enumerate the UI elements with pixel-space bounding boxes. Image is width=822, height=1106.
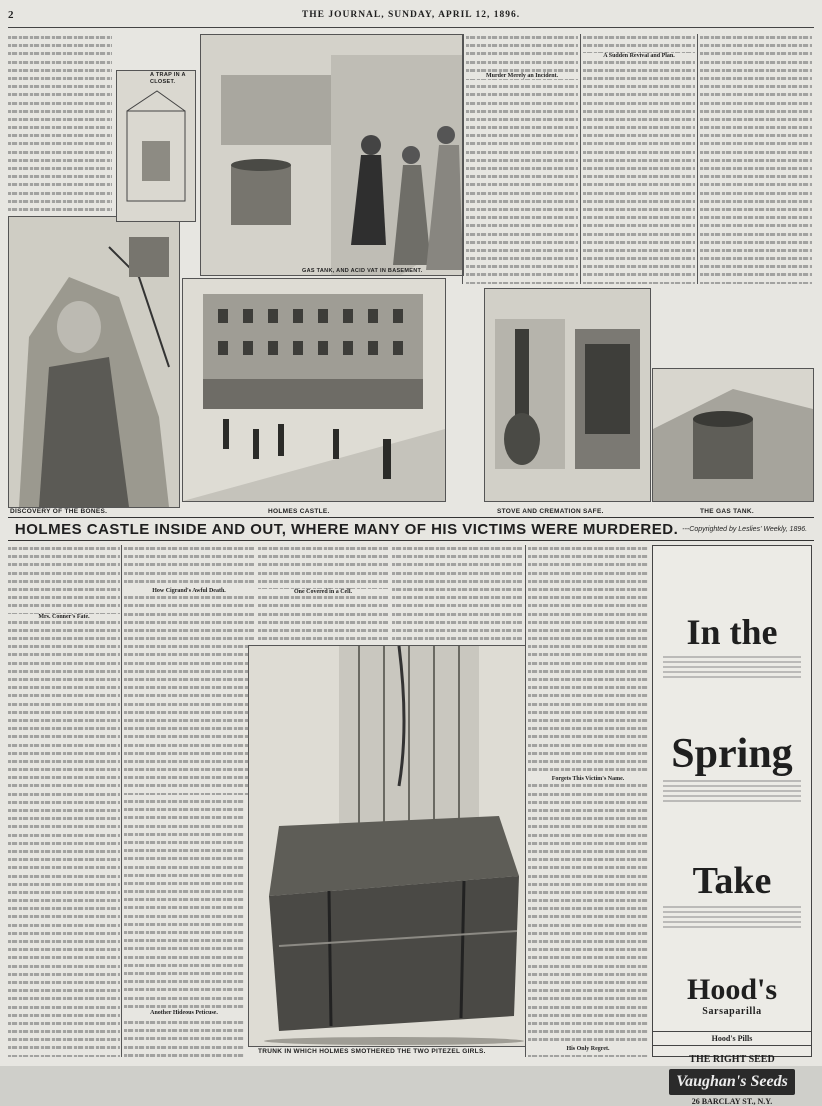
- ad-line-sarsaparilla: Sarsaparilla: [702, 1006, 762, 1017]
- caption-stove: STOVE AND CREMATION SAFE.: [497, 508, 604, 515]
- column-divider: [697, 34, 698, 284]
- trunk-caption: TRUNK IN WHICH HOLMES SMOTHERED THE TWO PITEZEL GIRLS.: [258, 1048, 486, 1055]
- page-number: 2: [8, 9, 15, 21]
- hoods-sarsaparilla-ad: [652, 545, 812, 1106]
- gas-tank-label: GAS TANK, AND ACID VAT IN BASEMENT.: [302, 268, 423, 274]
- caption-gas-tank: THE GAS TANK.: [700, 508, 754, 515]
- column-divider: [525, 545, 526, 1057]
- ad-line-take: Take: [692, 860, 772, 902]
- holmes-castle-illustration: [182, 278, 446, 502]
- ad-line-spring: Spring: [671, 731, 793, 777]
- bones-discovery-illustration: [8, 216, 180, 508]
- article-heading: Mrs. Conner's Fate.: [8, 614, 120, 620]
- article-heading: How Cigrand's Awful Death.: [124, 588, 254, 594]
- ad-line-in-the: In the: [686, 612, 778, 652]
- trunk-illustration: [248, 645, 526, 1047]
- gas-tank-illustration: [652, 368, 814, 502]
- ad-address: 26 BARCLAY ST., N.Y.: [691, 1097, 773, 1106]
- article-heading: Murder Merely an Incident.: [466, 73, 578, 79]
- text-column-top-3: [466, 34, 578, 284]
- banner-title: HOLMES CASTLE INSIDE AND OUT, WHERE MANY OF HIS VICTIMS WERE MURDERED.: [14, 520, 679, 538]
- stove-cremation-safe-illustration: [484, 288, 651, 502]
- ad-hoods-pills: Hood's Pills: [653, 1031, 811, 1046]
- gas-tank-acid-vat-sketch: [200, 34, 464, 276]
- caption-castle: HOLMES CASTLE.: [268, 508, 330, 515]
- ad-vaughans-seeds-logo: Vaughan's Seeds: [669, 1069, 795, 1095]
- trap-label: A TRAP IN A CLOSET.: [150, 72, 186, 85]
- text-column-lower-2: [124, 545, 254, 795]
- page-banner: [8, 517, 814, 541]
- article-heading: One Covered in a Cell.: [258, 589, 388, 595]
- column-divider: [462, 34, 463, 284]
- article-heading: Another Hideous Peticuse.: [124, 1010, 244, 1016]
- ad-line-hoods: Hood's: [686, 973, 778, 1006]
- article-heading: Forgets This Victim's Name.: [528, 776, 648, 782]
- trap-closet-sketch: [116, 70, 196, 222]
- text-column-lower-2b: [124, 798, 244, 1057]
- text-column-lower-5: [528, 545, 648, 1057]
- caption-bones: DISCOVERY OF THE BONES.: [10, 508, 108, 515]
- text-column-top-4: [583, 34, 695, 284]
- ad-right-seed: THE RIGHT SEED: [689, 1054, 775, 1065]
- column-divider: [580, 34, 581, 284]
- article-heading: His Only Regret.: [528, 1046, 648, 1052]
- banner-credit: ---Copyrighted by Leslies' Weekly, 1896.: [682, 525, 808, 533]
- masthead-title: THE JOURNAL, SUNDAY, APRIL 12, 1896.: [301, 10, 521, 20]
- masthead: [8, 3, 814, 28]
- article-heading: A Sudden Revival and Plan.: [583, 53, 695, 59]
- text-column-top-5: [700, 34, 812, 284]
- column-divider: [121, 545, 122, 1057]
- text-column-lower-4: [392, 545, 522, 645]
- text-column-top-left: [8, 34, 112, 214]
- text-column-lower-1: [8, 545, 120, 1057]
